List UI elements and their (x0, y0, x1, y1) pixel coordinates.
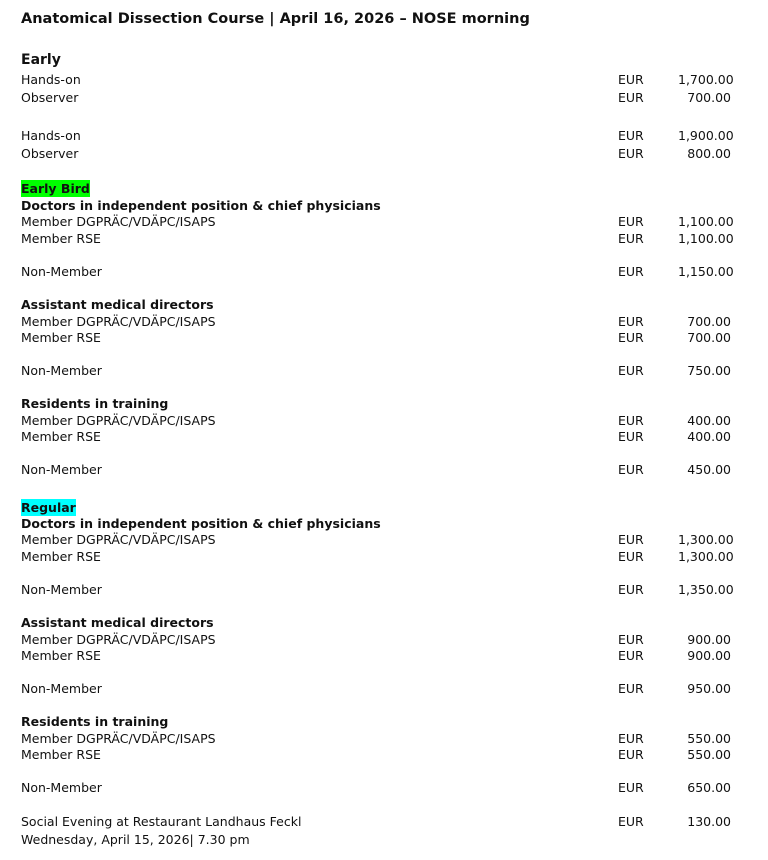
currency: EUR (618, 231, 644, 246)
price-amount: 1,100.00 (678, 231, 734, 246)
price-row (21, 89, 751, 106)
social-evening-date: Wednesday, April 15, 2026| 7.30 pm (21, 832, 250, 847)
price-amount: 750.00 (687, 363, 731, 378)
currency: EUR (618, 747, 644, 762)
price-label: Non-Member (21, 363, 102, 378)
price-amount: 950.00 (687, 681, 731, 696)
price-amount: 700.00 (687, 330, 731, 345)
price-row (21, 412, 751, 429)
price-row (21, 461, 751, 478)
price-row (21, 581, 751, 598)
price-amount: 1,900.00 (678, 128, 734, 143)
price-label: Hands-on (21, 128, 81, 143)
price-label: Member RSE (21, 330, 101, 345)
currency: EUR (618, 330, 644, 345)
group-heading (21, 197, 751, 214)
price-label: Member RSE (21, 231, 101, 246)
price-row (21, 746, 751, 763)
section-heading-regular (21, 499, 751, 516)
price-label: Observer (21, 90, 79, 105)
currency: EUR (618, 780, 644, 795)
price-row (21, 531, 751, 548)
price-amount: 900.00 (687, 632, 731, 647)
currency: EUR (618, 532, 644, 547)
price-row (21, 779, 751, 796)
price-amount: 1,700.00 (678, 72, 734, 87)
currency: EUR (618, 549, 644, 564)
price-amount: 1,300.00 (678, 532, 734, 547)
price-amount: 550.00 (687, 731, 731, 746)
social-evening-row (21, 813, 751, 830)
currency: EUR (618, 363, 644, 378)
currency: EUR (618, 731, 644, 746)
currency: EUR (618, 72, 644, 87)
section-label-highlighted: Regular (21, 500, 76, 515)
currency: EUR (618, 146, 644, 161)
price-label: Non-Member (21, 462, 102, 477)
price-row (21, 145, 751, 162)
price-label: Member DGPRÄC/VDÄPC/ISAPS (21, 314, 216, 329)
price-label: Member RSE (21, 648, 101, 663)
price-amount: 1,350.00 (678, 582, 734, 597)
group-label: Assistant medical directors (21, 297, 214, 312)
price-amount: 650.00 (687, 780, 731, 795)
price-amount: 550.00 (687, 747, 731, 762)
price-row (21, 71, 751, 88)
price-amount: 1,100.00 (678, 214, 734, 229)
currency: EUR (618, 681, 644, 696)
currency: EUR (618, 128, 644, 143)
group-label: Residents in training (21, 396, 169, 411)
price-row (21, 428, 751, 445)
section-label-highlighted: Early Bird (21, 181, 90, 196)
currency: EUR (618, 632, 644, 647)
price-label: Non-Member (21, 582, 102, 597)
currency: EUR (618, 413, 644, 428)
currency: EUR (618, 90, 644, 105)
social-evening-label: Social Evening at Restaurant Landhaus Feckl (21, 814, 302, 829)
currency: EUR (618, 264, 644, 279)
section-heading-early (21, 52, 751, 69)
group-heading (21, 515, 751, 532)
group-heading (21, 713, 751, 730)
price-label: Observer (21, 146, 79, 161)
group-heading (21, 296, 751, 313)
price-row (21, 631, 751, 648)
page-title: Anatomical Dissection Course | April 16, 2026 – NOSE morning (21, 11, 530, 27)
price-label: Non-Member (21, 681, 102, 696)
currency: EUR (618, 462, 644, 477)
group-label: Residents in training (21, 714, 169, 729)
group-label: Doctors in independent position & chief physicians (21, 198, 381, 213)
price-label: Member RSE (21, 549, 101, 564)
currency: EUR (618, 582, 644, 597)
currency: EUR (618, 429, 644, 444)
section-heading-early-bird (21, 180, 751, 197)
price-label: Member DGPRÄC/VDÄPC/ISAPS (21, 413, 216, 428)
group-heading (21, 395, 751, 412)
price-amount: 400.00 (687, 429, 731, 444)
price-amount: 900.00 (687, 648, 731, 663)
price-amount: 700.00 (687, 90, 731, 105)
currency: EUR (618, 314, 644, 329)
price-label: Member DGPRÄC/VDÄPC/ISAPS (21, 532, 216, 547)
price-label: Non-Member (21, 264, 102, 279)
price-row (21, 730, 751, 747)
price-label: Hands-on (21, 72, 81, 87)
price-amount: 800.00 (687, 146, 731, 161)
price-row (21, 230, 751, 247)
price-amount: 700.00 (687, 314, 731, 329)
price-label: Member DGPRÄC/VDÄPC/ISAPS (21, 632, 216, 647)
price-label: Member RSE (21, 747, 101, 762)
price-amount: 1,150.00 (678, 264, 734, 279)
currency: EUR (618, 214, 644, 229)
price-amount: 130.00 (687, 814, 731, 829)
price-row (21, 647, 751, 664)
price-row (21, 127, 751, 144)
price-label: Member DGPRÄC/VDÄPC/ISAPS (21, 731, 216, 746)
price-label: Member RSE (21, 429, 101, 444)
price-row (21, 313, 751, 330)
currency: EUR (618, 814, 644, 829)
group-label: Doctors in independent position & chief physicians (21, 516, 381, 531)
group-label: Assistant medical directors (21, 615, 214, 630)
section-label: Early (21, 52, 61, 68)
price-amount: 400.00 (687, 413, 731, 428)
price-label: Non-Member (21, 780, 102, 795)
price-row (21, 213, 751, 230)
price-label: Member DGPRÄC/VDÄPC/ISAPS (21, 214, 216, 229)
price-row (21, 263, 751, 280)
currency: EUR (618, 648, 644, 663)
price-row (21, 362, 751, 379)
price-amount: 450.00 (687, 462, 731, 477)
group-heading (21, 614, 751, 631)
price-row (21, 680, 751, 697)
social-evening-date-row (21, 831, 751, 848)
price-amount: 1,300.00 (678, 549, 734, 564)
price-row (21, 329, 751, 346)
price-row (21, 548, 751, 565)
